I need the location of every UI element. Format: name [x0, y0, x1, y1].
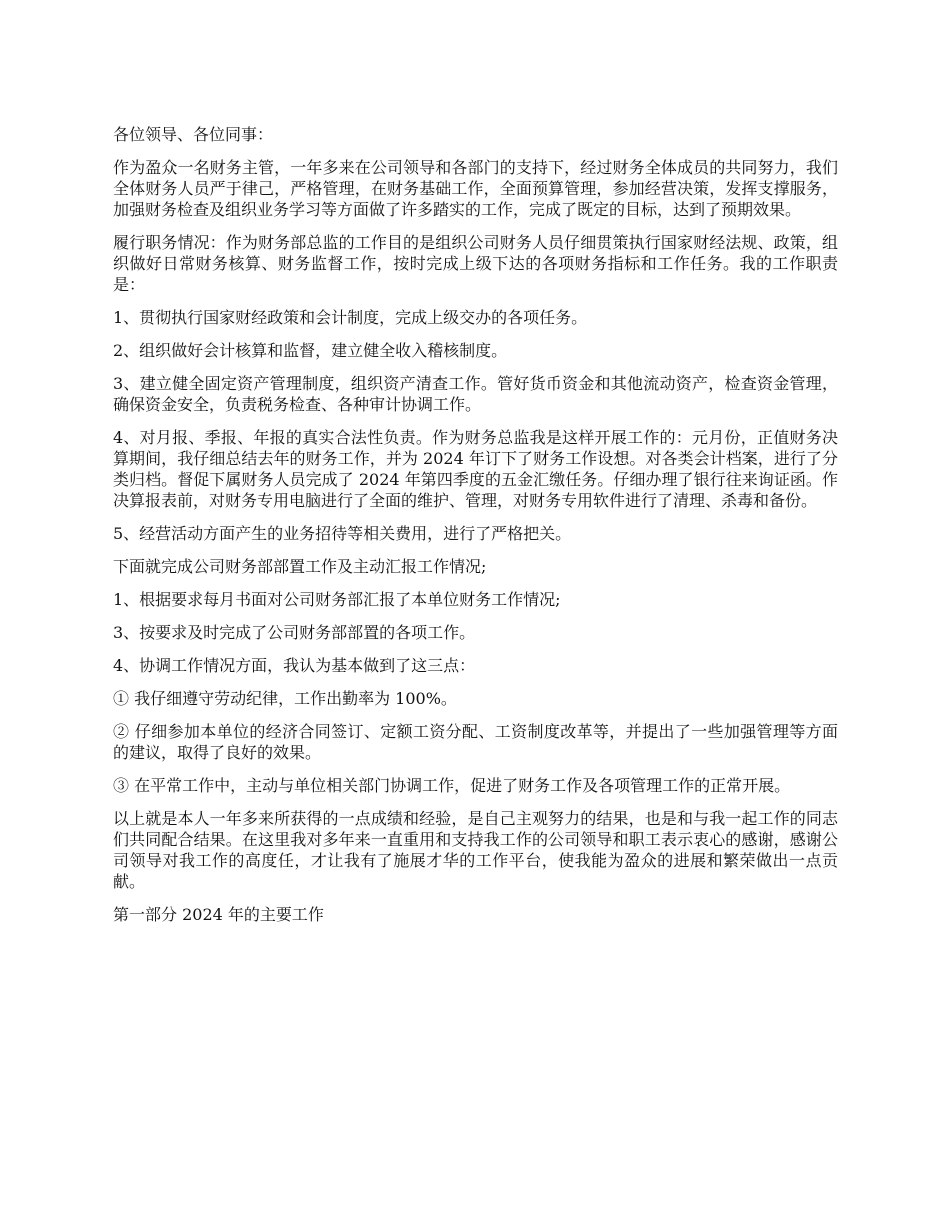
paragraph-intro: 作为盈众一名财务主管，一年多来在公司领导和各部门的支持下，经过财务全体成员的共同努力，我们全体财务人员严于律己，严格管理，在财务基础工作，全面预算管理，参加经营决策，发挥支撑服务，加强财务检查及组织业务学习等方面做了许多踏实的工作，完成了既定的目标，达到了预期效果。 — [113, 158, 838, 219]
coordination-point-2: ② 仔细参加本单位的经济合同签订、定额工资分配、工资制度改革等，并提出了一些加强管理等方面的建议，取得了良好的效果。 — [113, 722, 838, 762]
section-heading: 第一部分 2024 年的主要工作 — [113, 905, 324, 924]
report-item-1: 1、根据要求每月书面对公司财务部汇报了本单位财务工作情况; — [113, 590, 561, 609]
paragraph-report-intro: 下面就完成公司财务部部置工作及主动汇报工作情况; — [113, 557, 487, 576]
coordination-point-1: ① 我仔细遵守劳动纪律，工作出勤率为 100%。 — [113, 689, 457, 708]
salutation: 各位领导、各位同事： — [113, 125, 274, 144]
duty-item-2: 2、组织做好会计核算和监督，建立健全收入稽核制度。 — [113, 341, 508, 360]
duty-item-1: 1、贯彻执行国家财经政策和会计制度，完成上级交办的各项任务。 — [113, 308, 588, 327]
duty-item-4: 4、对月报、季报、年报的真实合法性负责。作为财务总监我是这样开展工作的：元月份，正值财务决算期间，我仔细总结去年的财务工作，并为 2024 年订下了财务工作设想。对各类会计档案，进行了分类归档。督促下属财务人员完成了 2024 年第四季度的五金汇缴任务。仔细办理了银行往来询证函。作决算报表前，对财务专用电脑进行了全面的维护、管理，对财务专用软件进行了清理、杀毒和备份。 — [113, 428, 838, 510]
paragraph-duties: 履行职务情况：作为财务部总监的工作目的是组织公司财务人员仔细贯策执行国家财经法规、政策，组织做好日常财务核算、财务监督工作，按时完成上级下达的各项财务指标和工作任务。我的工作职责是： — [113, 233, 838, 294]
report-item-3: 3、按要求及时完成了公司财务部部置的各项工作。 — [113, 623, 476, 642]
document-body — [113, 124, 838, 937]
report-item-4: 4、协调工作情况方面，我认为基本做到了这三点： — [113, 656, 476, 675]
duty-item-3: 3、建立健全固定资产管理制度，组织资产清查工作。管好货币资金和其他流动资产，检查资金管理，确保资金安全，负责税务检查、各种审计协调工作。 — [113, 374, 838, 414]
duty-item-5: 5、经营活动方面产生的业务招待等相关费用，进行了严格把关。 — [113, 524, 572, 543]
paragraph-conclusion: 以上就是本人一年多来所获得的一点成绩和经验，是自己主观努力的结果，也是和与我一起工作的同志们共同配合结果。在这里我对多年来一直重用和支持我工作的公司领导和职工表示衷心的感谢，感谢公司领导对我工作的高度任，才让我有了施展才华的工作平台，使我能为盈众的进展和繁荣做出一点贡献。 — [113, 809, 838, 891]
coordination-point-3: ③ 在平常工作中，主动与单位相关部门协调工作，促进了财务工作及各项管理工作的正常开展。 — [113, 776, 791, 795]
